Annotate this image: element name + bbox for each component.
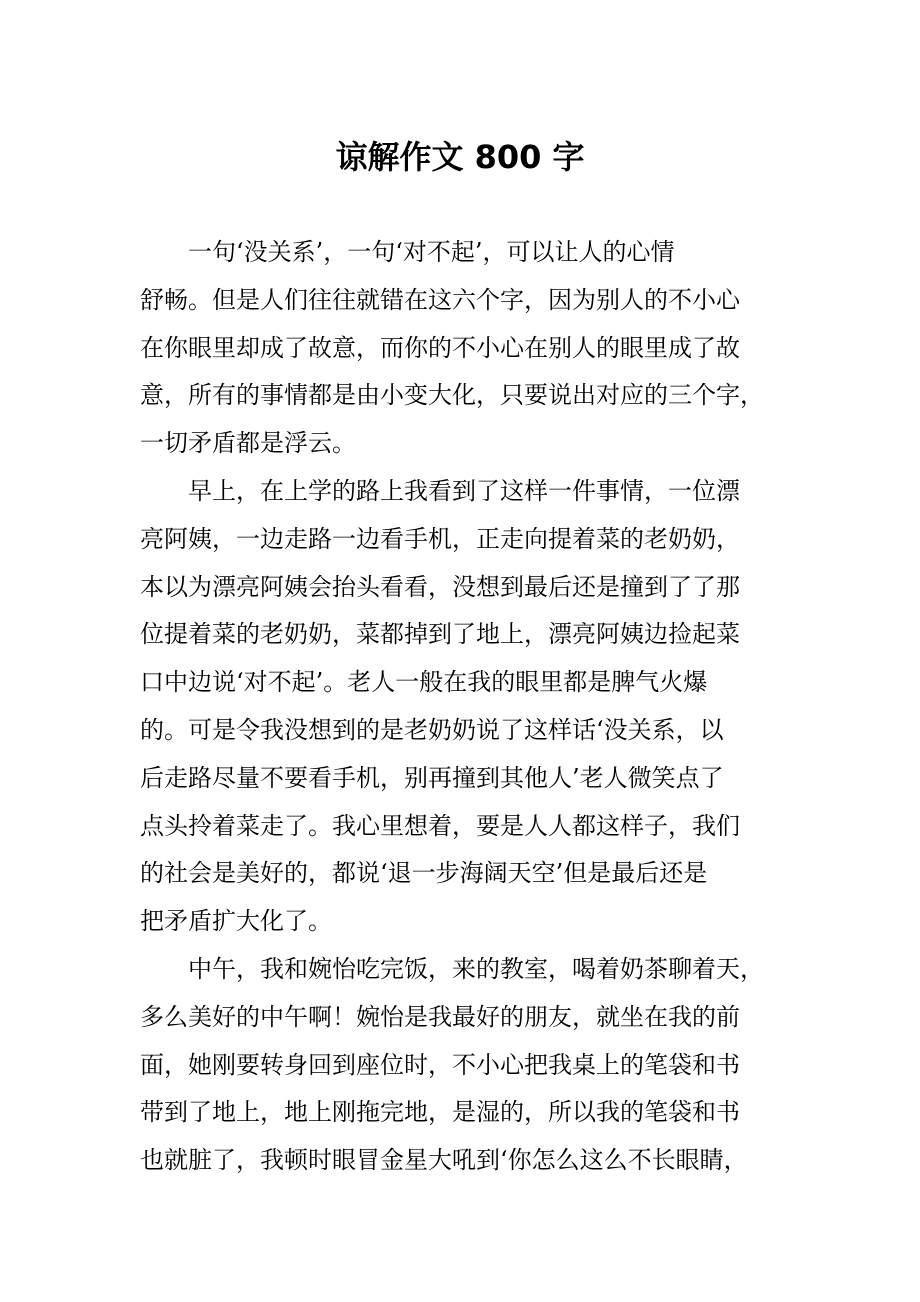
paragraph-line: 在你眼里却成了故意，而你的不小心在别人的眼里成了故: [140, 333, 740, 362]
paragraph-line: 位提着菜的老奶奶，菜都掉到了地上，漂亮阿姨边捡起菜: [140, 620, 740, 649]
paragraph-line: 本以为漂亮阿姨会抬头看看，没想到最后还是撞到了了那: [140, 572, 740, 601]
paragraph-3: [140, 946, 780, 1185]
document-title: 谅解作文 800 字: [335, 138, 585, 177]
paragraph-line: 也就脏了，我顿时眼冒金星大吼到‘你怎么这么不长眼睛，: [140, 1146, 748, 1175]
paragraph-2: [140, 468, 780, 946]
document-body: [140, 229, 780, 1185]
paragraph-line: 后走路尽量不要看手机，别再撞到其他人’老人微笑点了: [140, 763, 724, 792]
paragraph-line: 的社会是美好的，都说‘退一步海阔天空’但是最后还是: [140, 859, 708, 888]
paragraph-line: 中午，我和婉怡吃完饭，来的教室，喝着奶茶聊着天，: [188, 954, 764, 983]
paragraph-line: 一切矛盾都是浮云。: [140, 429, 356, 458]
paragraph-1: [140, 229, 780, 468]
paragraph-line: 多么美好的中午啊！婉怡是我最好的朋友，就坐在我的前: [140, 1002, 740, 1031]
paragraph-line: 亮阿姨，一边走路一边看手机，正走向提着菜的老奶奶，: [140, 524, 740, 553]
paragraph-line: 一句‘没关系’，一句‘对不起’，可以让人的心情: [188, 238, 675, 266]
paragraph-line: 面，她刚要转身回到座位时，不小心把我桌上的笔袋和书: [140, 1050, 740, 1079]
paragraph-line: 舒畅。但是人们往往就错在这六个字，因为别人的不小心: [140, 285, 740, 314]
paragraph-line: 早上，在上学的路上我看到了这样一件事情，一位漂: [188, 476, 740, 505]
paragraph-line: 把矛盾扩大化了。: [140, 907, 332, 936]
paragraph-line: 点头拎着菜走了。我心里想着，要是人人都这样子，我们: [140, 811, 740, 840]
paragraph-line: 的。可是令我没想到的是老奶奶说了这样话‘没关系，以: [140, 715, 724, 744]
paragraph-line: 带到了地上，地上刚拖完地，是湿的，所以我的笔袋和书: [140, 1098, 740, 1127]
paragraph-line: 口中边说‘对不起’。老人一般在我的眼里都是脾气火爆: [140, 668, 708, 697]
paragraph-line: 意，所有的事情都是由小变大化，只要说出对应的三个字，: [140, 381, 764, 410]
